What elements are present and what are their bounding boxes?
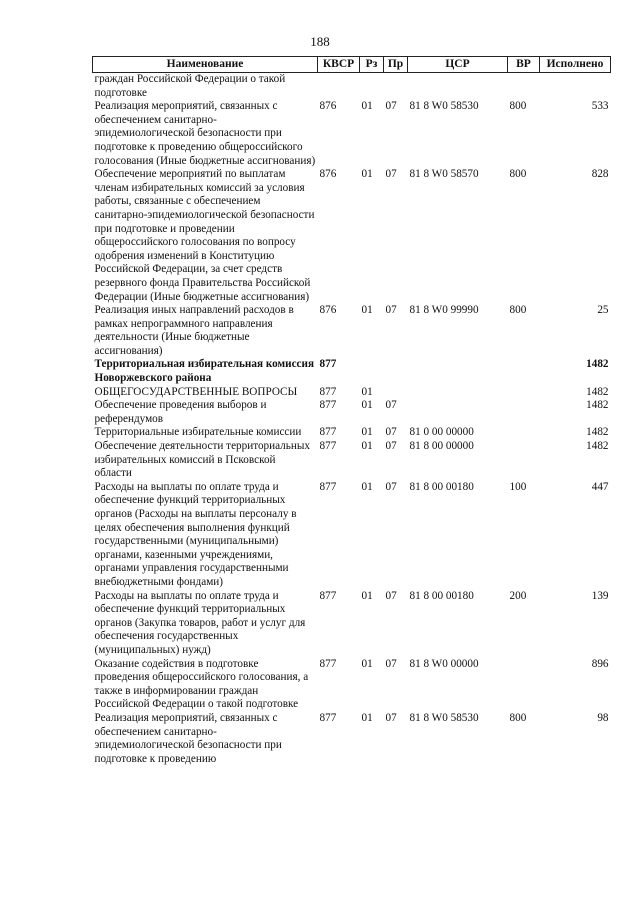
table-row: [93, 304, 611, 358]
cell-pr: [384, 73, 408, 101]
cell-rz: 01: [361, 711, 373, 724]
cell-pr: 07: [385, 440, 397, 453]
cell-sum: 896: [591, 657, 609, 670]
cell-csr: 81 8 W0 99990: [409, 304, 479, 317]
cell-pr: 07: [385, 711, 397, 724]
table-row: [93, 426, 611, 440]
cell-kvsr: 877: [319, 711, 337, 724]
cell-pr: [384, 386, 408, 400]
cell-rz: 01: [361, 589, 373, 602]
cell-name: Оказание содействия в подготовке проведения общероссийского голосования, а также в информировании граждан Российской Федерации о такой подготовке: [94, 657, 309, 711]
cell-sum: 1482: [586, 426, 609, 439]
cell-vr: 800: [509, 711, 527, 724]
cell-pr: 07: [385, 589, 397, 602]
table-row: [93, 73, 611, 101]
table-row: [93, 658, 611, 712]
cell-rz: 01: [361, 100, 373, 113]
cell-pr: 07: [385, 168, 397, 181]
cell-kvsr: 876: [319, 304, 337, 317]
cell-pr: 07: [385, 304, 397, 317]
table-row: [93, 481, 611, 590]
cell-pr: 07: [385, 100, 397, 113]
cell-sum: 1482: [586, 399, 609, 412]
table-row: [93, 399, 611, 426]
cell-name: Территориальная избирательная комиссия Новоржевского района: [94, 358, 314, 385]
cell-name: Реализация мероприятий, связанных с обеспечением санитарно-эпидемиологической безопасности при подготовке к проведению: [94, 711, 282, 765]
header-vr: ВР: [508, 57, 540, 73]
cell-csr: 81 0 00 00000: [409, 426, 474, 439]
table-row: [93, 386, 611, 400]
page-number: 188: [310, 34, 330, 49]
table-row: [93, 590, 611, 658]
cell-vr: 800: [509, 168, 527, 181]
cell-csr: 81 8 00 00180: [409, 480, 474, 493]
cell-rz: 01: [361, 168, 373, 181]
header-sum: Исполнено: [540, 57, 611, 73]
cell-vr: [508, 658, 540, 712]
cell-pr: 07: [385, 657, 397, 670]
cell-sum: 533: [591, 100, 609, 113]
cell-rz: 01: [361, 657, 373, 670]
cell-name: Обеспечение деятельности территориальных избирательных комиссий в Псковской области: [94, 440, 310, 480]
cell-sum: 828: [591, 168, 609, 181]
cell-kvsr: 876: [319, 100, 337, 113]
cell-sum: [540, 73, 611, 101]
cell-kvsr: 877: [319, 385, 337, 398]
cell-pr: 07: [385, 426, 397, 439]
cell-kvsr: 877: [319, 440, 337, 453]
cell-rz: 01: [361, 399, 373, 412]
cell-name: Реализация мероприятий, связанных с обеспечением санитарно-эпидемиологической безопасности при подготовке к проведению общероссийского голосования (Иные бюджетные ассигнования): [94, 100, 316, 167]
cell-kvsr: 877: [319, 657, 337, 670]
cell-name: Обеспечение проведения выборов и референдумов: [94, 399, 267, 425]
cell-pr: 07: [385, 480, 397, 493]
cell-sum: 1482: [586, 358, 609, 371]
cell-name: граждан Российской Федерации о такой подготовке: [94, 73, 286, 99]
cell-vr: [508, 358, 540, 385]
cell-vr: [508, 440, 540, 481]
cell-rz: [360, 358, 384, 385]
table-row: [93, 358, 611, 385]
cell-csr: 81 8 W0 58530: [409, 100, 479, 113]
table-header-row: [93, 57, 611, 73]
cell-vr: 800: [509, 304, 527, 317]
cell-vr: [508, 426, 540, 440]
cell-name: ОБЩЕГОСУДАРСТВЕННЫЕ ВОПРОСЫ: [94, 385, 298, 398]
header-pr: Пр: [384, 57, 408, 73]
cell-sum: 25: [597, 304, 609, 317]
cell-kvsr: 877: [319, 589, 337, 602]
header-rz: Рз: [360, 57, 384, 73]
cell-csr: 81 8 00 00000: [409, 440, 474, 453]
cell-name: Расходы на выплаты по оплате труда и обеспечение функций территориальных органов (Расходы на выплаты персоналу в целях обеспечения выполнения функций государственными (муниципальными) органами, казенными учреждениями, органами управления государственными внебюджетными фондами): [94, 480, 297, 588]
cell-kvsr: 876: [319, 168, 337, 181]
cell-rz: 01: [361, 480, 373, 493]
cell-sum: 139: [591, 589, 609, 602]
cell-csr: [408, 386, 508, 400]
table-row: [93, 440, 611, 481]
header-kvsr: КВСР: [318, 57, 360, 73]
cell-kvsr: 877: [319, 358, 337, 371]
cell-name: Территориальные избирательные комиссии: [94, 426, 302, 439]
cell-vr: [508, 386, 540, 400]
cell-name: Обеспечение мероприятий по выплатам членам избирательных комиссий за условия работы, связанные с обеспечением санитарно-эпидемиологической безопасности при подготовке и проведении общероссийского голосования по вопросу одобрения изменений в Конституцию Российской Федерации, за счет средств резервного фонда Правительства Российской Федерации (Иные бюджетные ассигнования): [94, 168, 315, 303]
header-csr: ЦСР: [408, 57, 508, 73]
cell-kvsr: 877: [319, 480, 337, 493]
cell-vr: [508, 73, 540, 101]
cell-csr: [408, 73, 508, 101]
cell-csr: 81 8 W0 58570: [409, 168, 479, 181]
cell-rz: [360, 73, 384, 101]
cell-vr: 200: [509, 589, 527, 602]
cell-name: Реализация иных направлений расходов в рамках непрограммного направления деятельности (Иные бюджетные ассигнования): [94, 304, 294, 357]
table-row: [93, 100, 611, 168]
cell-pr: 07: [385, 399, 397, 412]
cell-vr: [508, 399, 540, 426]
cell-rz: 01: [361, 304, 373, 317]
cell-csr: 81 8 00 00180: [409, 589, 474, 602]
cell-csr: 81 8 W0 58530: [409, 711, 479, 724]
header-name: Наименование: [93, 57, 318, 73]
cell-vr: 100: [509, 480, 527, 493]
cell-rz: 01: [361, 440, 373, 453]
cell-vr: 800: [509, 100, 527, 113]
cell-rz: 01: [361, 385, 373, 398]
budget-table: [92, 56, 611, 766]
cell-csr: [408, 399, 508, 426]
cell-sum: 447: [591, 480, 609, 493]
cell-kvsr: 877: [319, 426, 337, 439]
cell-pr: [384, 358, 408, 385]
cell-name: Расходы на выплаты по оплате труда и обеспечение функций территориальных органов (Закупка товаров, работ и услуг для обеспечения государственных (муниципальных) нужд): [94, 589, 306, 656]
table-row: [93, 712, 611, 766]
cell-csr: [408, 358, 508, 385]
cell-rz: 01: [361, 426, 373, 439]
cell-csr: 81 8 W0 00000: [409, 657, 479, 670]
cell-sum: 98: [597, 711, 609, 724]
table-row: [93, 168, 611, 304]
cell-kvsr: [318, 73, 360, 101]
cell-kvsr: 877: [319, 399, 337, 412]
cell-sum: 1482: [586, 440, 609, 453]
cell-sum: 1482: [586, 385, 609, 398]
